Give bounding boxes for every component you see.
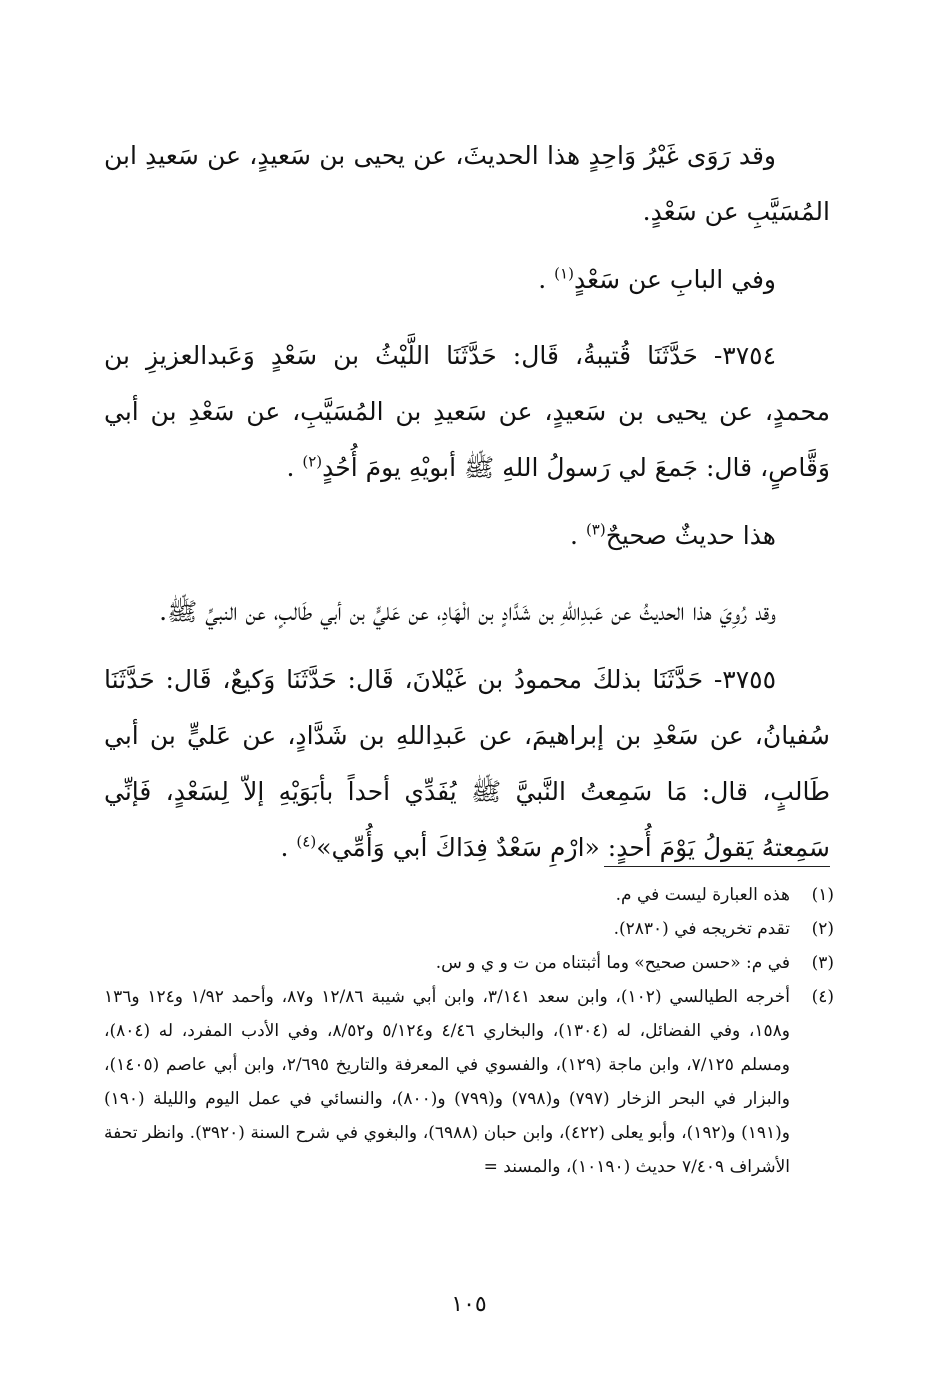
paragraph-text: وفي البابِ عن سَعْدٍ (573, 265, 776, 294)
footnote-number: (٢) (811, 919, 834, 939)
paragraph-end: . (280, 833, 297, 862)
footnote-reference: (٢) (302, 452, 323, 471)
paragraph-text: ٣٧٥٥- حَدَّثَنَا بذلكَ محمودُ بن غَيْلانَ، قَال: حَدَّثَنَا وَكيعٌ، قَال: حَدَّثَنَا سُفيانُ، عن سَعْدِ بن إبراهيمَ، عن عَبدِاللهِ بن شَدَّادٍ، عن عَليٍّ بن أبي طَالبٍ، قال: مَا سَمِعتُ النَّبيَّ ﷺ يُفَدِّي أحداً بأبَوَيْهِ إلاّ لِسَعْدٍ، فَإنِّي سَمِعتهُ يَقولُ يَوْمَ أُحدٍ: «ارْمِ سَعْدٌ فِدَاكَ أبي وَأُمِّي» (104, 665, 830, 862)
hadith-3754 (104, 328, 830, 496)
footnote-1 (104, 878, 834, 912)
paragraph-text: وقد رَوَى غَيْرُ وَاحِدٍ هذا الحديثَ، عن يحيى بن سَعيدٍ، عن سَعيدِ ابن المُسَيَّبِ عن سَعْدٍ. (104, 141, 830, 226)
paragraph-end: . (286, 453, 303, 482)
footnote-number: (١) (811, 885, 834, 905)
paragraph-end: . (538, 265, 555, 294)
footnote-text: في م: «حسن صحيح» وما أثبتناه من ت و ي و س. (435, 953, 790, 973)
paragraph-chapter-note (104, 252, 830, 308)
paragraph-end: . (570, 521, 586, 550)
paragraph-other-narration (104, 584, 830, 640)
footnote-reference: (١) (554, 264, 574, 283)
footnote-reference: (٣) (585, 520, 606, 539)
footnote-2 (104, 912, 834, 946)
paragraph-narration-note (104, 128, 830, 240)
main-text (104, 128, 830, 888)
hadith-3755 (104, 652, 830, 876)
footnote-number: (٣) (811, 953, 834, 973)
footnote-reference: (٤) (296, 832, 317, 851)
footnote-3 (104, 946, 834, 980)
paragraph-grading (104, 508, 830, 564)
footnote-divider (604, 866, 830, 867)
footnote-4 (104, 980, 834, 1184)
footnotes (104, 878, 834, 1184)
footnote-text: تقدم تخريجه في (٢٨٣٠). (613, 919, 790, 939)
paragraph-text: ٣٧٥٤- حَدَّثَنَا قُتيبةُ، قَال: حَدَّثَنَا اللَّيْثُ بن سَعْدٍ وَعَبدالعزيزِ بن محمدٍ، عن يحيى بن سَعيدٍ، عن سَعيدِ بن المُسَيَّبِ، عن سَعْدِ بن أبي وَقَّاصٍ، قال: جَمعَ لي رَسولُ اللهِ ﷺ أبويْهِ يومَ أُحُدٍ (104, 341, 830, 482)
paragraph-text: وقد رُوِيَ هذا الحديثُ عن عَبدِاللهِ بن شَدَّادٍ بن الْهَادِ، عن عَليٍّ بن أبي طَالبٍ، عن النبيِّ ﷺ. (159, 597, 776, 626)
footnote-number: (٤) (811, 987, 834, 1007)
page-number: ١٠٥ (451, 1292, 487, 1317)
paragraph-text: هذا حديثٌ صحيحٌ (605, 521, 776, 550)
footnote-text: هذه العبارة ليست في م. (615, 885, 790, 905)
footnote-text: أخرجه الطيالسي (١٠٢)، وابن سعد ٣/١٤١، وابن أبي شيبة ١٢/٨٦ و٨٧، وأحمد ١/٩٢ و١٢٤ و١٣٦ و١٥٨، وفي الفضائل، له (١٣٠٤)، والبخاري ٤/٤٦ و٥/١٢٤ و٨/٥٢، وفي الأدب المفرد، له (٨٠٤)، ومسلم ٧/١٢٥، وابن ماجة (١٢٩)، والفسوي في المعرفة والتاريخ ٢/٦٩٥، وابن أبي عاصم (١٤٠٥)، والبزار في البحر الزخار (٧٩٧) و(٧٩٨) و(٧٩٩) و(٨٠٠)، والنسائي في عمل اليوم والليلة (١٩٠) و(١٩١) و(١٩٢)، وأبو يعلى (٤٢٢)، وابن حبان (٦٩٨٨)، والبغوي في شرح السنة (٣٩٢٠). وانظر تحفة الأشراف ٧/٤٠٩ حديث (١٠١٩٠)، والمسند = (104, 987, 790, 1177)
